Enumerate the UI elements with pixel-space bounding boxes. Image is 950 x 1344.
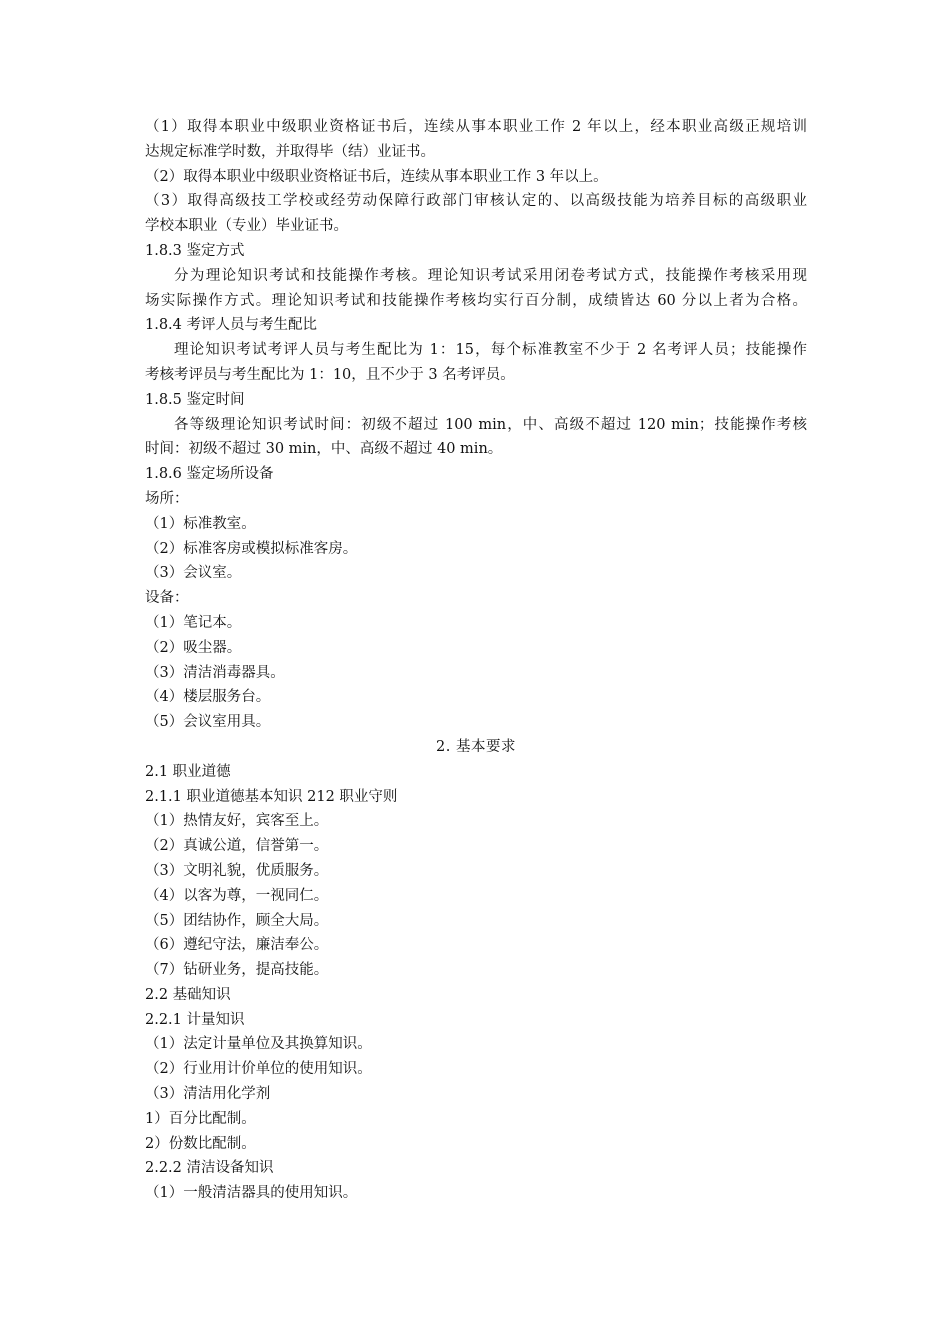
section-heading: 2.2.1 计量知识 — [145, 1011, 245, 1028]
list-item: （2）真诚公道，信誉第一。 — [145, 838, 329, 855]
list-item: （7）钻研业务，提高技能。 — [145, 962, 329, 979]
list-item: （2）行业用计价单位的使用知识。 — [145, 1061, 372, 1078]
text-line: 场所： — [145, 490, 189, 507]
list-item: （1）法定计量单位及其换算知识。 — [145, 1036, 372, 1053]
text-line: 考核考评员与考生配比为 1：10，且不少于 3 名考评员。 — [145, 366, 515, 383]
list-item: （1）标准教室。 — [145, 515, 256, 532]
list-item: （2）标准客房或模拟标准客房。 — [145, 540, 358, 557]
list-item: （3）文明礼貌，优质服务。 — [145, 862, 329, 879]
text-line: 理论知识考试考评人员与考生配比为 1：15，每个标准教室不少于 2 名考评人员；技能操作 — [174, 342, 807, 359]
list-item: （5）会议室用具。 — [145, 714, 271, 731]
text-line: 分为理论知识考试和技能操作考核。理论知识考试采用闭卷考试方式，技能操作考核采用现 — [174, 267, 807, 284]
list-item: （5）团结协作，顾全大局。 — [145, 912, 329, 929]
list-item: （2）吸尘器。 — [145, 639, 242, 656]
section-heading: 2.1 职业道德 — [145, 763, 231, 780]
list-item: （3）取得高级技工学校或经劳动保障行政部门审核认定的、以高级技能为培养目标的高级职业 — [145, 193, 807, 210]
section-heading: 1.8.6 鉴定场所设备 — [145, 466, 274, 483]
section-heading: 2.2 基础知识 — [145, 986, 231, 1003]
list-item: （3）清洁用化学剂 — [145, 1086, 271, 1103]
section-title: 2. 基本要求 — [436, 738, 516, 755]
list-item: （4）以客为尊，一视同仁。 — [145, 887, 329, 904]
list-item: （1）一般清洁器具的使用知识。 — [145, 1185, 358, 1202]
section-heading: 2.2.2 清洁设备知识 — [145, 1160, 274, 1177]
list-item: （4）楼层服务台。 — [145, 689, 271, 706]
list-item: 2）份数比配制。 — [145, 1135, 256, 1152]
text-line: 达规定标准学时数，并取得毕（结）业证书。 — [145, 143, 435, 160]
list-item: （1）笔记本。 — [145, 614, 242, 631]
document-page — [145, 115, 807, 1206]
text-line: 时间：初级不超过 30 min，中、高级不超过 40 min。 — [145, 441, 503, 458]
list-item: （1）取得本职业中级职业资格证书后，连续从事本职业工作 2 年以上，经本职业高级正规培训 — [145, 119, 807, 135]
list-item: 1）百分比配制。 — [145, 1110, 256, 1127]
list-item: （1）热情友好，宾客至上。 — [145, 813, 329, 830]
text-line: 各等级理论知识考试时间：初级不超过 100 min，中、高级不超过 120 min；技能操作考核 — [174, 416, 807, 433]
list-item: （3）会议室。 — [145, 565, 242, 582]
section-heading: 2.1.1 职业道德基本知识 212 职业守则 — [145, 788, 398, 805]
list-item: （3）清洁消毒器具。 — [145, 664, 285, 681]
section-heading: 1.8.5 鉴定时间 — [145, 391, 245, 408]
list-item: （6）遵纪守法，廉洁奉公。 — [145, 937, 329, 954]
text-line: 设备： — [145, 590, 189, 607]
section-heading: 1.8.4 考评人员与考生配比 — [145, 317, 318, 334]
section-heading: 1.8.3 鉴定方式 — [145, 242, 245, 259]
list-item: （2）取得本职业中级职业资格证书后，连续从事本职业工作 3 年以上。 — [145, 168, 608, 185]
text-line: 场实际操作方式。理论知识考试和技能操作考核均实行百分制，成绩皆达 60 分以上者为合格。 — [145, 292, 807, 309]
text-line: 学校本职业（专业）毕业证书。 — [145, 218, 348, 235]
